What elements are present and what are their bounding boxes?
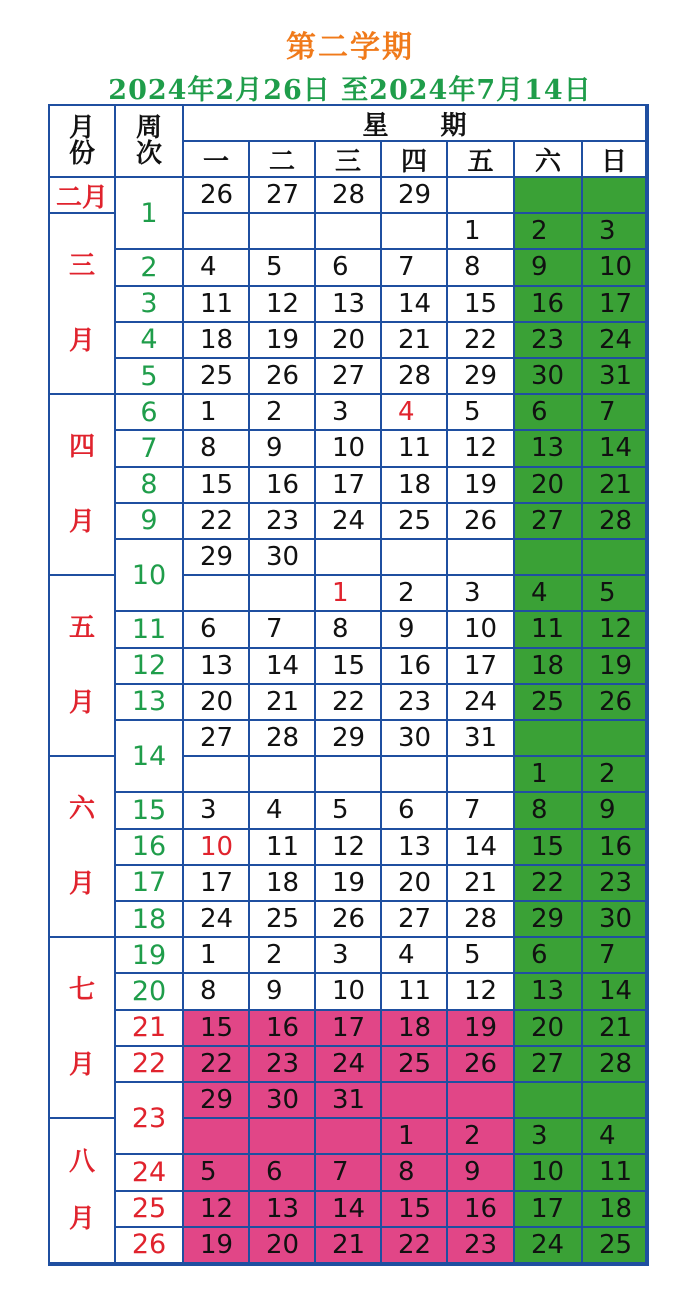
day-cell xyxy=(515,1083,583,1119)
day-cell: 9 xyxy=(448,1155,515,1191)
day-cell: 17 xyxy=(515,1192,583,1228)
day-cell: 19 xyxy=(184,1228,250,1264)
week-number: 11 xyxy=(116,612,184,648)
day-cell: 4 xyxy=(184,250,250,286)
day-cell: 14 xyxy=(583,974,647,1010)
day-cell: 6 xyxy=(316,250,382,286)
day-cell: 8 xyxy=(316,612,382,648)
day-cell: 28 xyxy=(583,504,647,540)
month-column-header xyxy=(50,106,116,178)
day-cell xyxy=(382,757,448,793)
day-cell: 16 xyxy=(382,649,448,685)
day-cell: 29 xyxy=(382,178,448,214)
day-cell xyxy=(583,1083,647,1119)
day-cell: 30 xyxy=(250,1083,316,1119)
day-cell xyxy=(448,178,515,214)
day-cell: 18 xyxy=(250,866,316,902)
day-cell: 28 xyxy=(583,1047,647,1083)
day-cell: 1 xyxy=(382,1119,448,1155)
month-label: 八 月 xyxy=(50,1119,116,1264)
day-cell: 7 xyxy=(583,395,647,431)
week-number: 16 xyxy=(116,830,184,866)
day-cell: 28 xyxy=(448,902,515,938)
day-cell: 22 xyxy=(316,685,382,721)
day-cell: 6 xyxy=(515,395,583,431)
day-cell: 27 xyxy=(250,178,316,214)
day-cell: 12 xyxy=(448,431,515,467)
day-cell: 6 xyxy=(184,612,250,648)
day-cell: 18 xyxy=(515,649,583,685)
day-cell: 20 xyxy=(382,866,448,902)
day-cell: 10 xyxy=(184,830,250,866)
day-cell: 10 xyxy=(515,1155,583,1191)
day-cell: 12 xyxy=(583,612,647,648)
day-cell xyxy=(583,178,647,214)
day-cell xyxy=(184,1119,250,1155)
day-cell: 16 xyxy=(448,1192,515,1228)
day-cell: 16 xyxy=(583,830,647,866)
day-cell: 11 xyxy=(382,974,448,1010)
day-cell: 29 xyxy=(448,359,515,395)
weekday-header: 四 xyxy=(382,142,448,178)
day-cell xyxy=(382,214,448,250)
week-number: 7 xyxy=(116,431,184,467)
weekday-group-header: 星 期 xyxy=(184,106,647,142)
day-cell: 20 xyxy=(515,468,583,504)
day-cell: 15 xyxy=(184,1011,250,1047)
day-cell: 31 xyxy=(316,1083,382,1119)
day-cell: 8 xyxy=(515,793,583,829)
day-cell: 25 xyxy=(583,1228,647,1264)
day-cell xyxy=(184,757,250,793)
day-cell: 10 xyxy=(448,612,515,648)
day-cell: 2 xyxy=(515,214,583,250)
day-cell: 23 xyxy=(583,866,647,902)
day-cell: 24 xyxy=(583,323,647,359)
day-cell: 9 xyxy=(515,250,583,286)
day-cell: 3 xyxy=(184,793,250,829)
week-header-char: 周 xyxy=(135,113,162,143)
day-cell: 30 xyxy=(250,540,316,576)
week-number: 19 xyxy=(116,938,184,974)
week-number: 23 xyxy=(116,1083,184,1155)
day-cell: 24 xyxy=(515,1228,583,1264)
day-cell: 20 xyxy=(316,323,382,359)
day-cell: 5 xyxy=(250,250,316,286)
day-cell: 6 xyxy=(382,793,448,829)
day-cell: 22 xyxy=(184,504,250,540)
day-cell: 15 xyxy=(382,1192,448,1228)
day-cell xyxy=(382,540,448,576)
day-cell: 23 xyxy=(448,1228,515,1264)
day-cell: 4 xyxy=(382,395,448,431)
week-number: 22 xyxy=(116,1047,184,1083)
day-cell: 8 xyxy=(184,431,250,467)
day-cell: 5 xyxy=(316,793,382,829)
week-number: 9 xyxy=(116,504,184,540)
day-cell: 23 xyxy=(382,685,448,721)
day-cell: 25 xyxy=(515,685,583,721)
day-cell: 1 xyxy=(448,214,515,250)
weekday-header: 一 xyxy=(184,142,250,178)
day-cell: 21 xyxy=(250,685,316,721)
day-cell xyxy=(515,178,583,214)
day-cell: 6 xyxy=(250,1155,316,1191)
day-cell: 29 xyxy=(184,1083,250,1119)
day-cell: 20 xyxy=(250,1228,316,1264)
day-cell: 18 xyxy=(184,323,250,359)
day-cell: 25 xyxy=(382,504,448,540)
day-cell: 10 xyxy=(583,250,647,286)
month-label: 四 月 xyxy=(50,395,116,576)
day-cell: 1 xyxy=(184,395,250,431)
day-cell: 22 xyxy=(184,1047,250,1083)
week-number: 5 xyxy=(116,359,184,395)
day-cell: 9 xyxy=(250,974,316,1010)
day-cell: 21 xyxy=(583,468,647,504)
day-cell: 25 xyxy=(184,359,250,395)
day-cell: 24 xyxy=(316,504,382,540)
day-cell: 7 xyxy=(583,938,647,974)
day-cell: 30 xyxy=(382,721,448,757)
day-cell: 11 xyxy=(382,431,448,467)
week-number: 13 xyxy=(116,685,184,721)
week-number: 12 xyxy=(116,649,184,685)
day-cell: 6 xyxy=(515,938,583,974)
day-cell: 2 xyxy=(250,395,316,431)
day-cell xyxy=(250,1119,316,1155)
day-cell: 18 xyxy=(382,1011,448,1047)
day-cell: 12 xyxy=(448,974,515,1010)
day-cell: 8 xyxy=(448,250,515,286)
day-cell: 19 xyxy=(448,468,515,504)
day-cell: 2 xyxy=(382,576,448,612)
day-cell xyxy=(316,540,382,576)
day-cell: 28 xyxy=(316,178,382,214)
day-cell xyxy=(448,1083,515,1119)
day-cell: 12 xyxy=(316,830,382,866)
day-cell: 2 xyxy=(250,938,316,974)
day-cell: 13 xyxy=(382,830,448,866)
week-number: 14 xyxy=(116,721,184,793)
day-cell: 24 xyxy=(184,902,250,938)
day-cell: 26 xyxy=(448,504,515,540)
day-cell: 23 xyxy=(250,1047,316,1083)
day-cell: 14 xyxy=(583,431,647,467)
weekday-header: 二 xyxy=(250,142,316,178)
week-number: 21 xyxy=(116,1011,184,1047)
weekday-header: 日 xyxy=(583,142,647,178)
day-cell: 7 xyxy=(250,612,316,648)
week-number: 4 xyxy=(116,323,184,359)
month-label: 三 月 xyxy=(50,214,116,395)
day-cell: 22 xyxy=(448,323,515,359)
day-cell: 22 xyxy=(515,866,583,902)
day-cell: 23 xyxy=(515,323,583,359)
day-cell xyxy=(316,214,382,250)
day-cell: 3 xyxy=(448,576,515,612)
week-number: 3 xyxy=(116,287,184,323)
week-header-char: 次 xyxy=(135,139,162,169)
day-cell: 5 xyxy=(583,576,647,612)
day-cell: 18 xyxy=(583,1192,647,1228)
day-cell: 14 xyxy=(250,649,316,685)
day-cell: 5 xyxy=(448,395,515,431)
day-cell: 19 xyxy=(448,1011,515,1047)
day-cell: 9 xyxy=(250,431,316,467)
day-cell xyxy=(250,757,316,793)
day-cell xyxy=(250,576,316,612)
week-number: 18 xyxy=(116,902,184,938)
day-cell: 24 xyxy=(316,1047,382,1083)
week-number: 17 xyxy=(116,866,184,902)
day-cell: 24 xyxy=(448,685,515,721)
day-cell: 14 xyxy=(448,830,515,866)
weekday-header: 五 xyxy=(448,142,515,178)
day-cell: 5 xyxy=(448,938,515,974)
day-cell xyxy=(316,1119,382,1155)
week-number: 24 xyxy=(116,1155,184,1191)
day-cell: 21 xyxy=(316,1228,382,1264)
day-cell: 4 xyxy=(250,793,316,829)
day-cell: 15 xyxy=(448,287,515,323)
day-cell: 7 xyxy=(382,250,448,286)
day-cell: 26 xyxy=(316,902,382,938)
day-cell: 3 xyxy=(583,214,647,250)
day-cell: 26 xyxy=(184,178,250,214)
day-cell xyxy=(184,214,250,250)
day-cell: 15 xyxy=(316,649,382,685)
day-cell: 20 xyxy=(184,685,250,721)
month-header-char: 月 xyxy=(68,113,95,143)
day-cell: 2 xyxy=(448,1119,515,1155)
day-cell: 23 xyxy=(250,504,316,540)
day-cell: 29 xyxy=(184,540,250,576)
day-cell xyxy=(184,576,250,612)
day-cell: 10 xyxy=(316,431,382,467)
day-cell: 11 xyxy=(583,1155,647,1191)
day-cell: 26 xyxy=(250,359,316,395)
day-cell: 12 xyxy=(184,1192,250,1228)
day-cell: 28 xyxy=(250,721,316,757)
day-cell: 29 xyxy=(316,721,382,757)
week-number: 26 xyxy=(116,1228,184,1264)
week-column-header xyxy=(116,106,184,178)
day-cell: 11 xyxy=(184,287,250,323)
day-cell xyxy=(382,1083,448,1119)
day-cell xyxy=(583,540,647,576)
day-cell: 25 xyxy=(250,902,316,938)
weekday-header: 三 xyxy=(316,142,382,178)
day-cell: 13 xyxy=(515,974,583,1010)
week-number: 6 xyxy=(116,395,184,431)
day-cell: 10 xyxy=(316,974,382,1010)
day-cell: 3 xyxy=(316,938,382,974)
day-cell: 21 xyxy=(583,1011,647,1047)
day-cell: 8 xyxy=(184,974,250,1010)
page-title: 第二学期 xyxy=(286,30,414,65)
day-cell: 20 xyxy=(515,1011,583,1047)
day-cell xyxy=(448,757,515,793)
day-cell xyxy=(448,540,515,576)
day-cell: 8 xyxy=(382,1155,448,1191)
day-cell: 7 xyxy=(316,1155,382,1191)
day-cell: 17 xyxy=(583,287,647,323)
day-cell: 19 xyxy=(583,649,647,685)
month-label: 二月 xyxy=(50,178,116,214)
day-cell: 1 xyxy=(184,938,250,974)
day-cell: 19 xyxy=(250,323,316,359)
term-date-range: 2024年2月26日 至2024年7月14日 xyxy=(108,75,592,106)
semester-calendar-table xyxy=(48,104,649,1266)
day-cell: 29 xyxy=(515,902,583,938)
day-cell: 4 xyxy=(515,576,583,612)
day-cell: 15 xyxy=(184,468,250,504)
day-cell: 17 xyxy=(316,468,382,504)
day-cell: 21 xyxy=(382,323,448,359)
day-cell: 16 xyxy=(250,468,316,504)
day-cell: 27 xyxy=(316,359,382,395)
day-cell: 17 xyxy=(184,866,250,902)
day-cell: 15 xyxy=(515,830,583,866)
week-number: 8 xyxy=(116,468,184,504)
week-number: 1 xyxy=(116,178,184,250)
day-cell: 21 xyxy=(448,866,515,902)
day-cell: 12 xyxy=(250,287,316,323)
day-cell: 30 xyxy=(583,902,647,938)
day-cell: 17 xyxy=(316,1011,382,1047)
day-cell: 11 xyxy=(250,830,316,866)
day-cell: 4 xyxy=(583,1119,647,1155)
week-number: 25 xyxy=(116,1192,184,1228)
day-cell: 9 xyxy=(382,612,448,648)
day-cell: 13 xyxy=(515,431,583,467)
day-cell: 27 xyxy=(515,1047,583,1083)
day-cell: 2 xyxy=(583,757,647,793)
day-cell: 26 xyxy=(583,685,647,721)
month-header-char: 份 xyxy=(68,139,95,169)
weekday-header: 六 xyxy=(515,142,583,178)
day-cell: 25 xyxy=(382,1047,448,1083)
day-cell: 1 xyxy=(515,757,583,793)
day-cell: 4 xyxy=(382,938,448,974)
day-cell: 30 xyxy=(515,359,583,395)
day-cell xyxy=(515,721,583,757)
day-cell: 31 xyxy=(448,721,515,757)
day-cell: 27 xyxy=(515,504,583,540)
month-label: 七 月 xyxy=(50,938,116,1119)
week-number: 20 xyxy=(116,974,184,1010)
day-cell xyxy=(583,721,647,757)
day-cell: 16 xyxy=(250,1011,316,1047)
day-cell: 13 xyxy=(250,1192,316,1228)
day-cell: 5 xyxy=(184,1155,250,1191)
day-cell: 13 xyxy=(184,649,250,685)
day-cell: 3 xyxy=(515,1119,583,1155)
week-number: 10 xyxy=(116,540,184,612)
day-cell: 17 xyxy=(448,649,515,685)
day-cell: 27 xyxy=(184,721,250,757)
day-cell: 14 xyxy=(316,1192,382,1228)
day-cell xyxy=(515,540,583,576)
week-number: 2 xyxy=(116,250,184,286)
day-cell: 3 xyxy=(316,395,382,431)
day-cell: 22 xyxy=(382,1228,448,1264)
month-label: 五 月 xyxy=(50,576,116,757)
week-number: 15 xyxy=(116,793,184,829)
day-cell: 18 xyxy=(382,468,448,504)
day-cell: 7 xyxy=(448,793,515,829)
day-cell xyxy=(316,757,382,793)
day-cell: 13 xyxy=(316,287,382,323)
day-cell: 9 xyxy=(583,793,647,829)
day-cell: 19 xyxy=(316,866,382,902)
day-cell: 28 xyxy=(382,359,448,395)
day-cell: 27 xyxy=(382,902,448,938)
month-label: 六 月 xyxy=(50,757,116,938)
day-cell xyxy=(250,214,316,250)
day-cell: 16 xyxy=(515,287,583,323)
day-cell: 11 xyxy=(515,612,583,648)
day-cell: 1 xyxy=(316,576,382,612)
day-cell: 14 xyxy=(382,287,448,323)
day-cell: 31 xyxy=(583,359,647,395)
day-cell: 26 xyxy=(448,1047,515,1083)
